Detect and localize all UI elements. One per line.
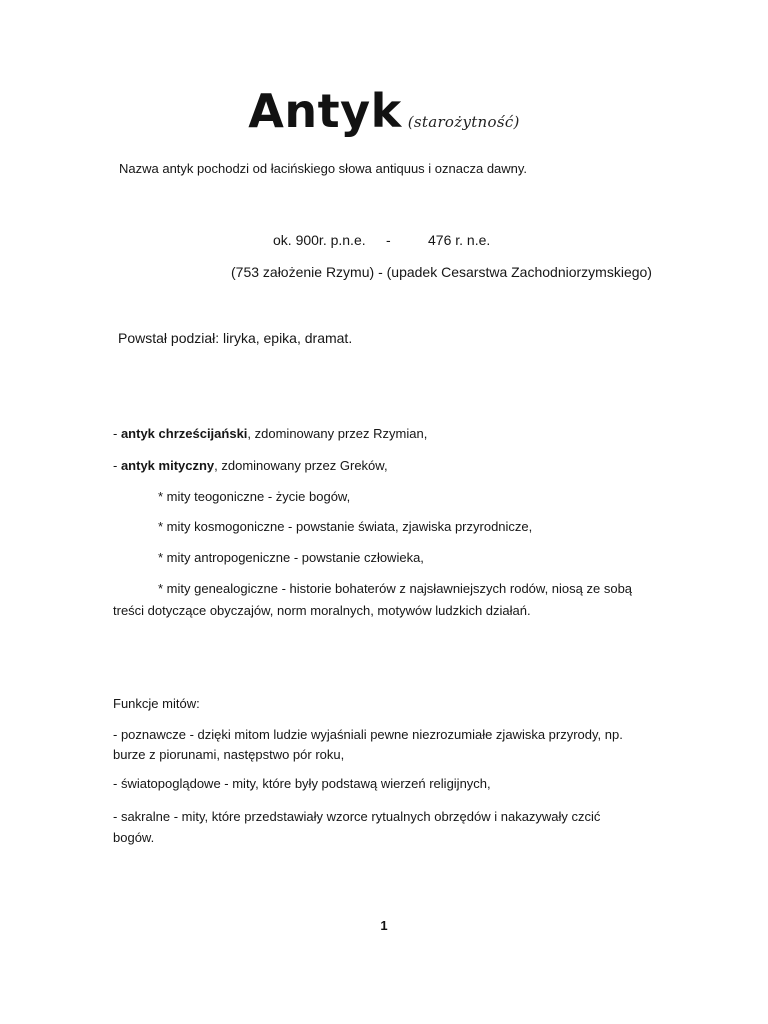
timeline-end: 476 r. n.e. bbox=[428, 232, 491, 248]
title-main: Antyk bbox=[248, 84, 402, 138]
type-christian bbox=[113, 425, 427, 443]
type-description: , zdominowany przez Greków, bbox=[214, 458, 388, 473]
type-name: antyk chrześcijański bbox=[120, 426, 248, 441]
function-sacral-line1: - sakralne - mity, które przedstawiały wzorce rytualnych obrzędów i nakazywały czcić bbox=[113, 809, 601, 824]
myth-anthropogenic: * mity antropogeniczne - powstanie człowieka, bbox=[158, 550, 424, 565]
myth-genealogical-line2: treści dotyczące obyczajów, norm moralnych, motywów ludzkich działań. bbox=[113, 603, 531, 618]
functions-heading: Funkcje mitów: bbox=[113, 696, 200, 711]
function-sacral-line2: bogów. bbox=[113, 830, 155, 845]
timeline-notes bbox=[231, 263, 652, 281]
title bbox=[0, 84, 768, 138]
function-cognitive-line2: burze z piorunami, następstwo pór roku, bbox=[113, 747, 345, 762]
function-cognitive-line1: - poznawcze - dzięki mitom ludzie wyjaśniali pewne niezrozumiałe zjawiska przyrody, np. bbox=[113, 727, 623, 742]
myth-cosmogonic: * mity kosmogoniczne - powstanie świata, zjawiska przyrodnicze, bbox=[158, 519, 533, 534]
title-subtitle: (starożytność) bbox=[407, 113, 520, 131]
myth-genealogical-line1: * mity genealogiczne - historie bohaterów z najsławniejszych rodów, niosą ze sobą bbox=[158, 581, 633, 596]
type-name: antyk mityczny bbox=[120, 458, 215, 473]
intro-text: Nazwa antyk pochodzi od łacińskiego słowa antiquus i oznacza dawny. bbox=[119, 161, 528, 176]
timeline-start-note: (753 założenie Rzymu) bbox=[231, 264, 375, 280]
division-text: Powstał podział: liryka, epika, dramat. bbox=[118, 330, 353, 346]
timeline-separator: - bbox=[378, 264, 383, 280]
timeline-end-note: (upadek Cesarstwa Zachodniorzymskiego) bbox=[386, 264, 652, 280]
timeline-dash: - bbox=[386, 232, 391, 248]
timeline-start: ok. 900r. p.n.e. bbox=[273, 232, 366, 248]
type-description: , zdominowany przez Rzymian, bbox=[247, 426, 428, 441]
type-prefix: - bbox=[113, 458, 121, 473]
type-prefix: - bbox=[113, 426, 121, 441]
type-mythical bbox=[113, 457, 388, 475]
page-number: 1 bbox=[380, 918, 388, 933]
myth-theogonic: * mity teogoniczne - życie bogów, bbox=[158, 489, 351, 504]
function-worldview: - światopoglądowe - mity, które były podstawą wierzeń religijnych, bbox=[113, 776, 491, 791]
